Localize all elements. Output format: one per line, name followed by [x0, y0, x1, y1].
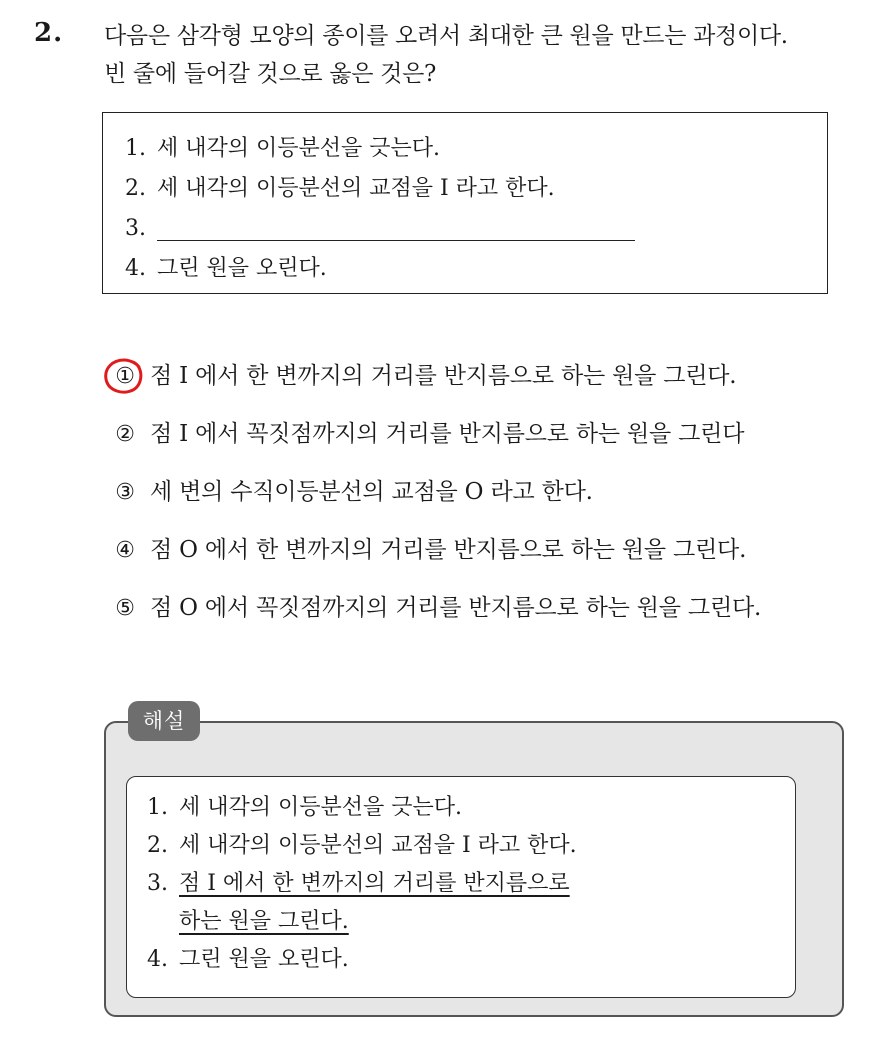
procedure-step-2 [125, 169, 827, 209]
solution-label: 해설 [128, 701, 200, 741]
solution-step-3-continued [147, 903, 795, 941]
choice-text: 점 I 에서 꼭짓점까지의 거리를 반지름으로 하는 원을 그린다 [150, 421, 745, 447]
answer-choices [106, 350, 866, 640]
blank-answer-line [157, 215, 635, 241]
step-text: 그린 원을 오린다. [157, 256, 327, 281]
procedure-step-1 [125, 129, 827, 169]
step-number: 1. [147, 795, 168, 820]
choice-marker: ④ [115, 538, 135, 563]
solution-step-2 [147, 827, 795, 865]
step-number: 4. [125, 256, 146, 281]
step-number: 3. [125, 216, 146, 241]
step-number: 1. [125, 136, 146, 161]
solution-step-1 [147, 789, 795, 827]
step-number: 4. [147, 947, 168, 972]
choice-text: 점 O 에서 한 변까지의 거리를 반지름으로 하는 원을 그린다. [150, 537, 747, 563]
question-text-line-2: 빈 줄에 들어갈 것으로 옳은 것은? [104, 61, 437, 87]
choice-marker: ③ [115, 480, 135, 505]
procedure-box [102, 112, 828, 294]
solution-box [126, 776, 796, 998]
choice-text: 점 I 에서 한 변까지의 거리를 반지름으로 하는 원을 그린다. [150, 363, 737, 389]
question-text [104, 17, 874, 93]
choice-marker: ② [115, 422, 135, 447]
step-text: 세 내각의 이등분선을 긋는다. [179, 795, 462, 820]
choice-5[interactable] [106, 582, 866, 640]
choice-marker: ⑤ [115, 596, 135, 621]
step-number: 2. [125, 176, 146, 201]
choice-text: 세 변의 수직이등분선의 교점을 O 라고 한다. [150, 479, 593, 505]
question-text-line-1: 다음은 삼각형 모양의 종이를 오려서 최대한 큰 원을 만드는 과정이다. [104, 23, 788, 49]
solution-step-3 [147, 865, 795, 903]
procedure-step-3 [125, 209, 827, 249]
choice-text: 점 O 에서 꼭짓점까지의 거리를 반지름으로 하는 원을 그린다. [150, 595, 762, 621]
step-text: 그린 원을 오린다. [179, 947, 349, 972]
question-number: 2. [34, 18, 64, 48]
step-text-highlighted: 하는 원을 그린다. [179, 909, 349, 934]
step-text: 세 내각의 이등분선을 긋는다. [157, 136, 440, 161]
step-number: 3. [147, 871, 168, 896]
procedure-step-4 [125, 249, 827, 289]
choice-3[interactable] [106, 466, 866, 524]
solution-step-4 [147, 941, 795, 979]
step-number: 2. [147, 833, 168, 858]
choice-4[interactable] [106, 524, 866, 582]
choice-1[interactable] [106, 350, 866, 408]
choice-2[interactable] [106, 408, 866, 466]
step-text-highlighted: 점 I 에서 한 변까지의 거리를 반지름으로 [179, 871, 570, 896]
choice-marker: ① [115, 364, 135, 389]
step-text: 세 내각의 이등분선의 교점을 I 라고 한다. [157, 176, 555, 201]
step-text: 세 내각의 이등분선의 교점을 I 라고 한다. [179, 833, 577, 858]
